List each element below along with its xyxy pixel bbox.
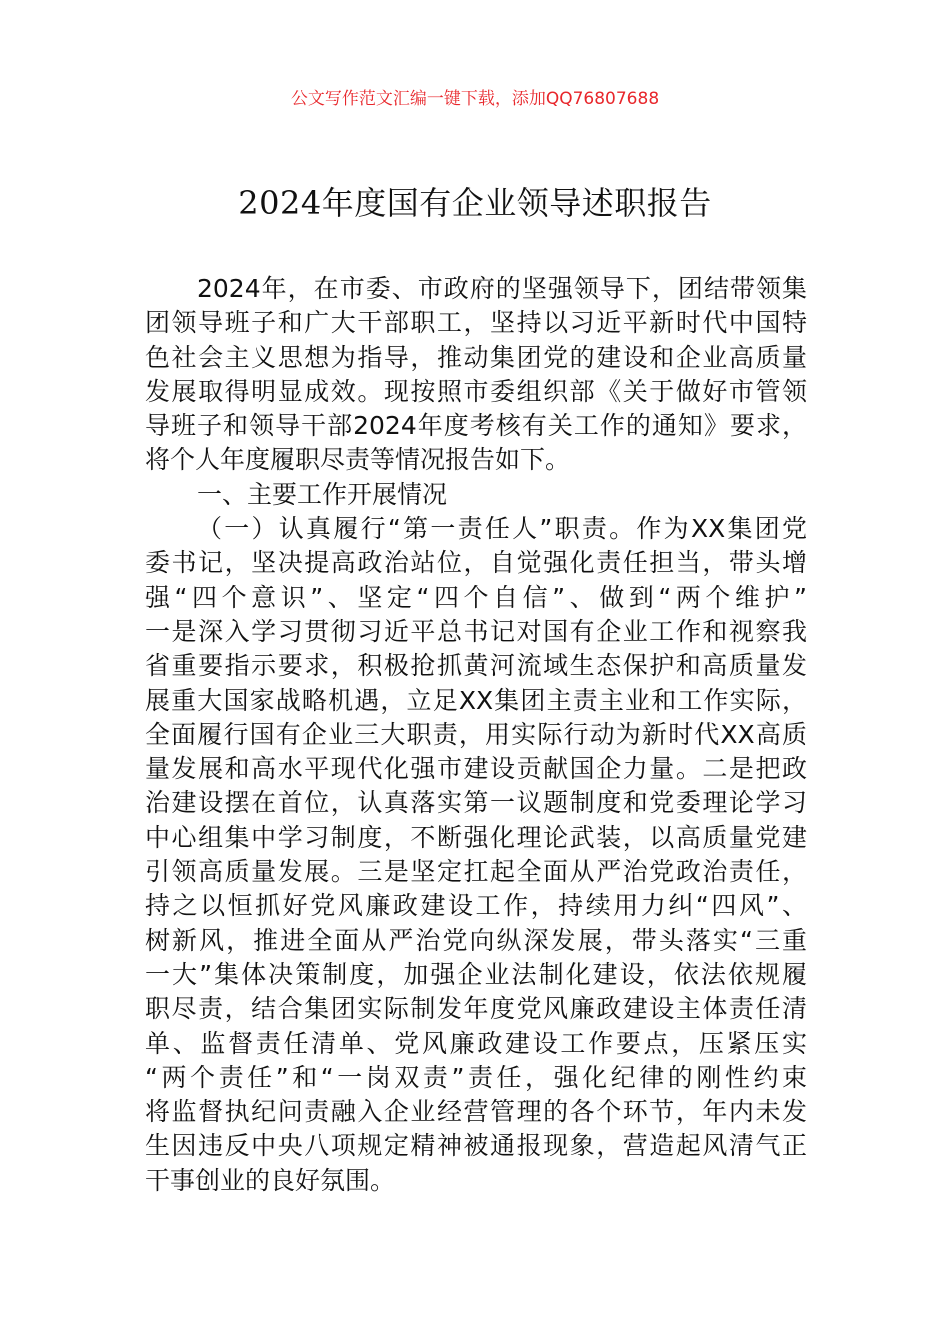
body-line: 委书记，坚决提高政治站位，自觉强化责任担当，带头增 [145,548,807,578]
body-line: 治建设摆在首位，认真落实第一议题制度和党委理论学习 [145,788,807,818]
body-line: 中心组集中学习制度，不断强化理论武装，以高质量党建 [145,822,807,852]
body-line: “两个责任”和“一岗双责”责任，强化纪律的刚性约束 [145,1062,807,1092]
document-title: 2024年度国有企业领导述职报告 [238,184,712,222]
document-body [145,272,807,1198]
body-line: 将监督执纪问责融入企业经营管理的各个环节，年内未发 [145,1097,807,1127]
body-line: 2024年，在市委、市政府的坚强领导下，团结带领集 [197,274,807,303]
body-line: 展重大国家战略机遇，立足XX集团主责主业和工作实际， [145,685,807,715]
body-line: 生因违反中央八项规定精神被通报现象，营造起风清气正 [145,1131,807,1161]
body-line: 将个人年度履职尽责等情况报告如下。 [145,445,571,475]
body-line: 持之以恒抓好党风廉政建设工作，持续用力纠“四风”、 [145,891,807,921]
body-line: 一大”集体决策制度，加强企业法制化建设，依法依规履 [145,959,807,989]
body-line: 导班子和领导干部2024年度考核有关工作的通知》要求， [145,411,807,441]
body-line: （一）认真履行“第一责任人”职责。作为XX集团党 [197,514,807,544]
body-line: 一是深入学习贯彻习近平总书记对国有企业工作和视察我 [145,616,807,646]
body-line: 团领导班子和广大干部职工，坚持以习近平新时代中国特 [145,308,807,338]
body-line: 省重要指示要求，积极抢抓黄河流域生态保护和高质量发 [145,651,807,681]
body-line: 量发展和高水平现代化强市建设贡献国企力量。二是把政 [145,754,807,784]
body-line: 职尽责，结合集团实际制发年度党风廉政建设主体责任清 [145,994,807,1024]
body-line: 单、监督责任清单、党风廉政建设工作要点，压紧压实 [145,1028,807,1058]
body-line: 强“四个意识”、坚定“四个自信”、做到“两个维护” [145,582,807,612]
body-line: 树新风，推进全面从严治党向纵深发展，带头落实“三重 [145,925,807,955]
body-line: 发展取得明显成效。现按照市委组织部《关于做好市管领 [145,376,807,406]
body-line: 一、主要工作开展情况 [197,479,448,509]
body-line: 色社会主义思想为指导，推动集团党的建设和企业高质量 [145,342,807,372]
body-line: 引领高质量发展。三是坚定扛起全面从严治党政治责任， [145,857,807,887]
body-line: 全面履行国有企业三大职责，用实际行动为新时代XX高质 [145,719,807,749]
download-watermark: 公文写作范文汇编一键下载，添加QQ76807688 [290,89,660,109]
body-line: 干事创业的良好氛围。 [145,1165,396,1195]
